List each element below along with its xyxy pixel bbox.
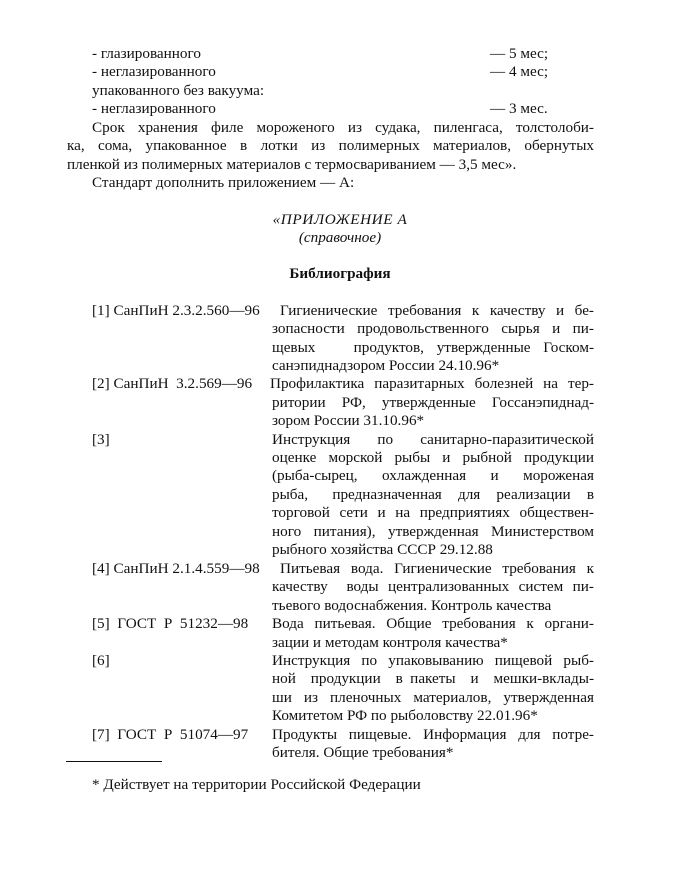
bib-line: бителя. Общие требования* (272, 744, 454, 761)
bibliography-heading: Библиография (289, 265, 391, 282)
storage-item-value: — 3 мес. (490, 100, 548, 117)
bib-line: рыбного хозяйства СССР 29.12.88 (272, 541, 493, 558)
storage-item-label: - глазированного (92, 45, 201, 62)
storage-item-label: - неглазированного (92, 100, 216, 117)
bib-line: ши из пленочных материалов, утвержденная (272, 689, 594, 706)
appendix-subtitle: (справочное) (298, 229, 382, 246)
footnote-text: * Действует на территории Российской Федерации (92, 776, 421, 793)
bib-line: (рыба-сырец, охлажденная и мороженая (272, 467, 594, 484)
bib-line: Профилактика паразитарных болезней на тер- (270, 375, 594, 392)
bib-line: ритории РФ, утвержденные Госсанэпиднад- (272, 394, 594, 411)
bib-line: оценке морской рыбы и рыбной продукции (272, 449, 594, 466)
bib-line: зации и методам контроля качества* (272, 634, 508, 651)
bib-line: тьевого водоснабжения. Контроль качества (272, 597, 552, 614)
bib-line: санэпиднадзором России 24.10.96* (272, 357, 500, 374)
bib-line: ной продукции в пакеты и мешки-вклады- (272, 670, 594, 687)
bib-line: Питьевая вода. Гигиенические требования к (280, 560, 594, 577)
bib-line: торговой сети и на предприятиях обществен- (272, 504, 594, 521)
bib-ref: [2] СанПиН 3.2.569—96 (92, 375, 253, 392)
bib-ref: [7] ГОСТ Р 51074—97 (92, 726, 249, 743)
bib-ref: [4] СанПиН 2.1.4.559—98 (92, 560, 260, 577)
storage-item-label: упакованного без вакуума: (92, 82, 265, 99)
bib-ref: [6] (92, 652, 110, 669)
bib-ref: [1] СанПиН 2.3.2.560—96 (92, 302, 260, 319)
bib-line: Гигиенические требования к качеству и бе- (280, 302, 594, 319)
bib-line: Комитетом РФ по рыболовству 22.01.96* (272, 707, 538, 724)
amendment-text: Стандарт дополнить приложением — А: (92, 174, 355, 191)
bib-line: щевых продуктов, утвержденные Госком- (272, 339, 594, 356)
bib-line: Инструкция по санитарно-паразитической (272, 431, 594, 448)
bib-ref: [5] ГОСТ Р 51232—98 (92, 615, 249, 632)
storage-item-value: — 5 мес; (490, 45, 549, 62)
paragraph-line: Срок хранения филе мороженого из судака, пиленгаса, толстолоби- (92, 119, 594, 136)
bib-line: Вода питьевая. Общие требования к органи- (272, 615, 594, 632)
bib-line: ного питания), утвержденная Министерством (272, 523, 594, 540)
bib-line: зопасности продовольственного сырья и пи- (272, 320, 594, 337)
paragraph-line: ка, сома, упакованное в лотки из полимерных материалов, обернутых (67, 137, 594, 154)
bib-line: Продукты пищевые. Информация для потре- (272, 726, 594, 743)
appendix-title: «ПРИЛОЖЕНИЕ А (272, 211, 408, 228)
storage-item-label: - неглазированного (92, 63, 216, 80)
bib-line: качеству воды централизованных систем пи- (272, 578, 594, 595)
bib-ref: [3] (92, 431, 110, 448)
paragraph-line: пленкой из полимерных материалов с термосвариванием — 3,5 мес». (67, 156, 517, 173)
bib-line: зором России 31.10.96* (272, 412, 425, 429)
bib-line: рыба, предназначенная для реализации в (272, 486, 594, 503)
footnote-divider (66, 761, 162, 762)
bib-line: Инструкция по упаковыванию пищевой рыб- (272, 652, 594, 669)
storage-item-value: — 4 мес; (490, 63, 549, 80)
